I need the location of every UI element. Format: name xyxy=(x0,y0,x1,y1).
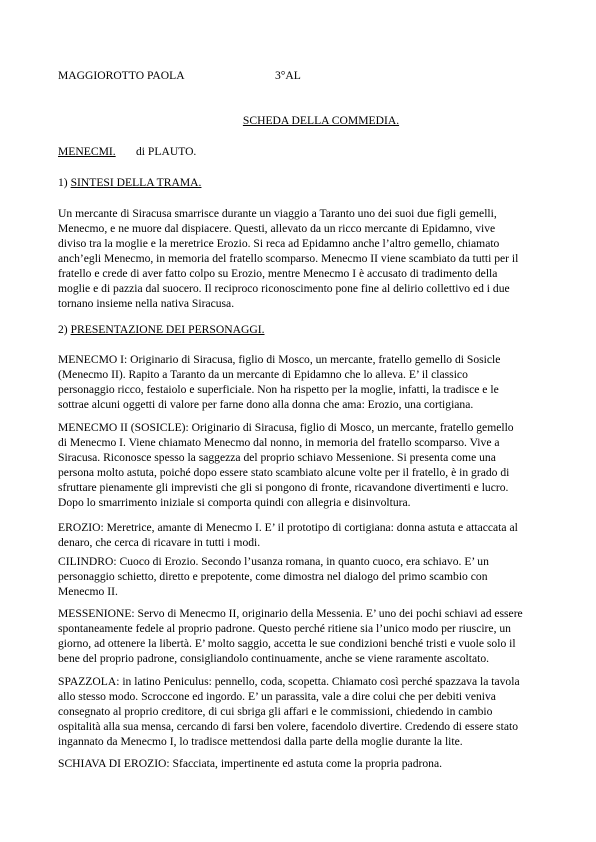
paragraph-schiava xyxy=(58,756,546,771)
class-label: 3°AL xyxy=(275,69,301,82)
text-line: SCHIAVA DI EROZIO: Sfacciata, impertinente ed astuta come la propria padrona. xyxy=(58,757,442,770)
text-line: MESSENIONE: Servo di Menecmo II, originario della Messenia. E’ uno dei pochi schiavi ad essere xyxy=(58,607,523,620)
text-line: Un mercante di Siracusa smarrisce durante un viaggio a Taranto uno dei suoi due figli gemelli, xyxy=(58,207,497,220)
text-line: ingannato da Menecmo I, lo tradisce mettendosi dalla parte della moglie durante la lite. xyxy=(58,735,463,748)
paragraph-menecmo2 xyxy=(58,420,546,510)
section-heading-personaggi xyxy=(58,322,264,337)
text-line: sottrae alcuni oggetti di valore per farne dono alla donna che ama: Erozio, una cortigiana. xyxy=(58,398,474,411)
text-line: Dopo lo smarrimento iniziale si comporta quindi con allegria e disinvoltura. xyxy=(58,496,411,509)
text-line: Menecmo, e ne muore dal dispiacere. Questi, allevato da un ricco mercante di Epidamno, vive xyxy=(58,222,496,235)
text-line: persona molto astuta, poiché dopo essere stato scambiato alcune volte per il fratello, è in grado di xyxy=(58,466,510,479)
paragraph-menecmo1 xyxy=(58,352,546,412)
section-heading-trama xyxy=(58,175,201,190)
text-line: spontaneamente fedele al proprio padrone. Questo perché ritiene sia l’unico modo per riuscire, un xyxy=(58,622,511,635)
section-label: SINTESI DELLA TRAMA. xyxy=(70,176,202,189)
text-line: consegnato al proprio creditore, di cui sbriga gli affari e le commissioni, chiedendo in cambio xyxy=(58,705,493,718)
document-title: SCHEDA DELLA COMMEDIA. xyxy=(242,114,400,127)
work-line xyxy=(58,144,538,159)
text-line: anch’egli Menecmo, in memoria del fratello scomparso. Menecmo II viene scambiato da tutti per il xyxy=(58,252,519,265)
text-line: tornano insieme nella nativa Siracusa. xyxy=(58,297,235,310)
text-line: personaggio schietto, diretto e prepotente, come dimostra nel dialogo del primo scambio con xyxy=(58,570,488,583)
paragraph-messenione xyxy=(58,606,546,666)
text-line: SPAZZOLA: in latino Peniculus: pennello, coda, scopetta. Chiamato così perché spazzava la tavola xyxy=(58,675,520,688)
paragraph-erozio xyxy=(58,520,546,550)
text-line: denaro, che cerca di ricavare in tutti i modi. xyxy=(58,536,261,549)
work-author: di PLAUTO. xyxy=(136,145,197,158)
text-line: giorno, ad ottenere la libertà. E’ molto saggio, accetta le sue condizioni benché tristi e vuole solo il xyxy=(58,637,516,650)
text-line: fratello e crede di aver fatto colpo su Erozio, mentre Menecmo I è accusato di tradimento della xyxy=(58,267,498,280)
text-line: allo stesso modo. Scroccone ed ingordo. E’ un parassita, vale a dire colui che per debiti veniva xyxy=(58,690,496,703)
text-line: (Menecmo II). Rapito a Taranto da un mercante di Epidamno che lo alleva. E’ il classico xyxy=(58,368,468,381)
text-line: Menecmo II. xyxy=(58,585,118,598)
text-line: Siracusa. Riconosce spesso la saggezza del proprio schiavo Messenione. Si presenta come una xyxy=(58,451,496,464)
text-line: MENECMO I: Originario di Siracusa, figlio di Mosco, un mercante, fratello gemello di Sosicle xyxy=(58,353,501,366)
paragraph-cilindro xyxy=(58,554,546,599)
text-line: bene del proprio padrone, consigliandolo continuamente, anche se viene raramente ascoltato. xyxy=(58,652,490,665)
text-line: moglie e di pazzia dal suocero. Il reciproco riconoscimento pone fine al delirio collettivo ed i due xyxy=(58,282,510,295)
text-line: di Menecmo I. Viene chiamato Menecmo dal nonno, in memoria del fratello scomparso. Vive a xyxy=(58,436,500,449)
text-line: personaggio ricco, festaiolo e superficiale. Non ha rispetto per la moglie, infatti, la tradisce e le xyxy=(58,383,499,396)
text-line: EROZIO: Meretrice, amante di Menecmo I. E’ il prototipo di cortigiana: donna astuta e attaccata al xyxy=(58,521,518,534)
section-number: 2) xyxy=(58,323,68,336)
paragraph-spazzola xyxy=(58,674,546,749)
text-line: sfruttare pienamente gli imprevisti che gli si pongono di fronte, ricavandone divertimenti e lucro. xyxy=(58,481,509,494)
text-line: ospitalità alla sua mensa, cercando di farsi ben volere, facendolo divertire. Credendo di essere stato xyxy=(58,720,519,733)
text-line: MENECMO II (SOSICLE): Originario di Siracusa, figlio di Mosco, un mercante, fratello gemello xyxy=(58,421,514,434)
section-label: PRESENTAZIONE DEI PERSONAGGI. xyxy=(70,323,265,336)
author-name: MAGGIOROTTO PAOLA xyxy=(58,69,185,82)
paragraph-trama xyxy=(58,206,546,311)
section-number: 1) xyxy=(58,176,68,189)
document-header xyxy=(58,68,538,83)
text-line: CILINDRO: Cuoco di Erozio. Secondo l’usanza romana, in quanto cuoco, era schiavo. E’ un xyxy=(58,555,489,568)
text-line: diviso tra la moglie e la meretrice Erozio. Si reca ad Epidamno anche l’altro gemello, chiamato xyxy=(58,237,500,250)
work-title: MENECMI. xyxy=(58,145,116,158)
